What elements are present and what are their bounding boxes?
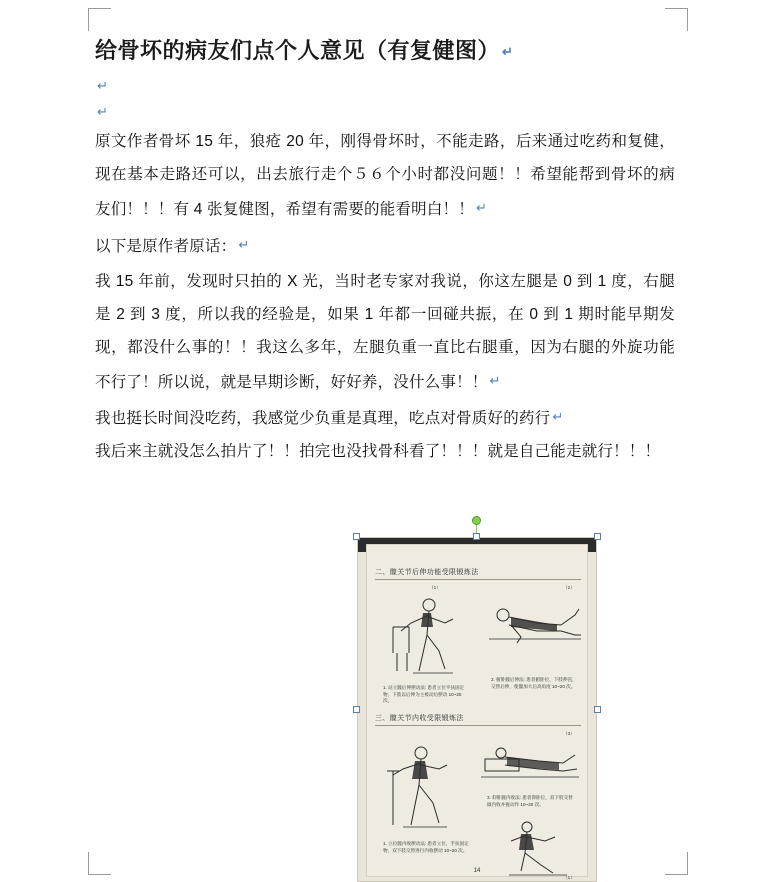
paragraph-text: 以下是原作者原话：: [95, 238, 237, 255]
image-figure-number: （2）: [563, 585, 575, 590]
figure-supine-hip-adduction: [479, 737, 583, 793]
paragraph: [95, 401, 675, 434]
figure-standing-hip-extension: [383, 593, 479, 681]
image-figure-number: （1）: [429, 585, 441, 590]
image-figure-caption: 1. 立位髋内收摆动法: 患者立位，手扶固定物，双下肢交替进行内收摆动 10~20 次。: [383, 841, 469, 853]
empty-paragraph-2: [95, 99, 675, 125]
paragraph-mark: ↵: [238, 237, 250, 252]
paragraph-text: 我后来主就没怎么拍片了！！拍完也没找骨科看了！！！就是自己能走就行！！！: [95, 443, 661, 460]
paragraph-mark: ↵: [502, 44, 514, 59]
selected-image-container[interactable]: [357, 537, 597, 882]
resize-handle-top-right[interactable]: [594, 533, 601, 540]
document-text-body[interactable]: [95, 34, 675, 469]
resize-handle-middle-left[interactable]: [353, 706, 360, 713]
image-figure-caption: 2. 俯卧髋后伸法: 患者俯卧位，下肢伸直，交替后伸，使髋加大后高角度 10~20 次。: [491, 677, 577, 689]
page-title-text: 给骨坏的病友们点个人意见（有复健图）: [95, 38, 501, 63]
image-figure-number: （3）: [563, 731, 575, 736]
image-content: [366, 544, 588, 880]
image-page-number: 14: [473, 868, 481, 874]
image-divider: [375, 579, 581, 580]
resize-handle-top-center[interactable]: [473, 533, 480, 540]
image-section-heading: 二、髋关节后伸功能受限锻炼法: [375, 569, 479, 576]
paragraph-text: 我 15 年前，发现时只拍的 X 光，当时老专家对我说，你这左腿是 0 到 1 度，右腿是 2 到 3 度，所以我的经验是，如果 1 年都一回碰共振，在 0 到 1 期时能早期发现，都没什么事的！！我这么多年，左腿负重一直比右腿重，因为右腿的外旋功能不行了！所以说，就是早期诊断，好好养，没什么事！！: [95, 273, 675, 391]
paragraph: [95, 228, 675, 263]
empty-paragraph-1: [95, 73, 675, 99]
page-corner-mark-bottom-right: [665, 852, 688, 875]
paragraph-text: 原文作者骨坏 15 年，狼疮 20 年，刚得骨坏时，不能走路，后来通过吃药和复健，现在基本走路还可以，出去旅行走个５６个小时都没问题！！希望能帮到骨坏的病友们！！！有 4 张复健图，希望有需要的能看明白！！: [95, 133, 675, 218]
image-figure-caption: 1. 站立髋后伸摆动法: 患者立位平扶固定物，下肢以后伸为主被动后摆动 10~20 次。: [383, 685, 465, 703]
resize-handle-top-left[interactable]: [353, 533, 360, 540]
page-corner-mark-bottom-left: [88, 852, 111, 875]
paragraph: [95, 125, 675, 226]
paragraph-text: 我也挺长时间没吃药，我感觉少负重是真理，吃点对骨质好的药行: [95, 410, 551, 427]
page-corner-mark-top-left: [88, 8, 111, 31]
paragraph: [95, 436, 675, 467]
resize-handle-middle-right[interactable]: [594, 706, 601, 713]
paragraph: [95, 265, 675, 399]
image-divider: [375, 725, 581, 726]
paragraph-mark: ↵: [489, 373, 501, 388]
paragraph-mark: ↵: [552, 409, 564, 424]
paragraph-mark: ↵: [97, 104, 108, 119]
paragraph-mark: ↵: [97, 78, 108, 93]
rotate-handle[interactable]: [472, 516, 481, 525]
page-title: [95, 34, 675, 69]
figure-standing-hip-adduction: [381, 741, 473, 833]
image-section-heading: 三、髋关节内收受限锻炼法: [375, 715, 464, 722]
paragraph-mark: ↵: [475, 200, 488, 215]
rehab-exercise-image[interactable]: [357, 537, 597, 882]
figure-prone-hip-extension: [487, 595, 583, 657]
image-figure-number: （1）: [563, 875, 575, 880]
page-corner-mark-top-right: [665, 8, 688, 31]
image-figure-caption: 3. 仰卧髋内收法: 患者仰卧位，双下肢交替做内收并拢动作 10~20 次。: [487, 795, 573, 807]
